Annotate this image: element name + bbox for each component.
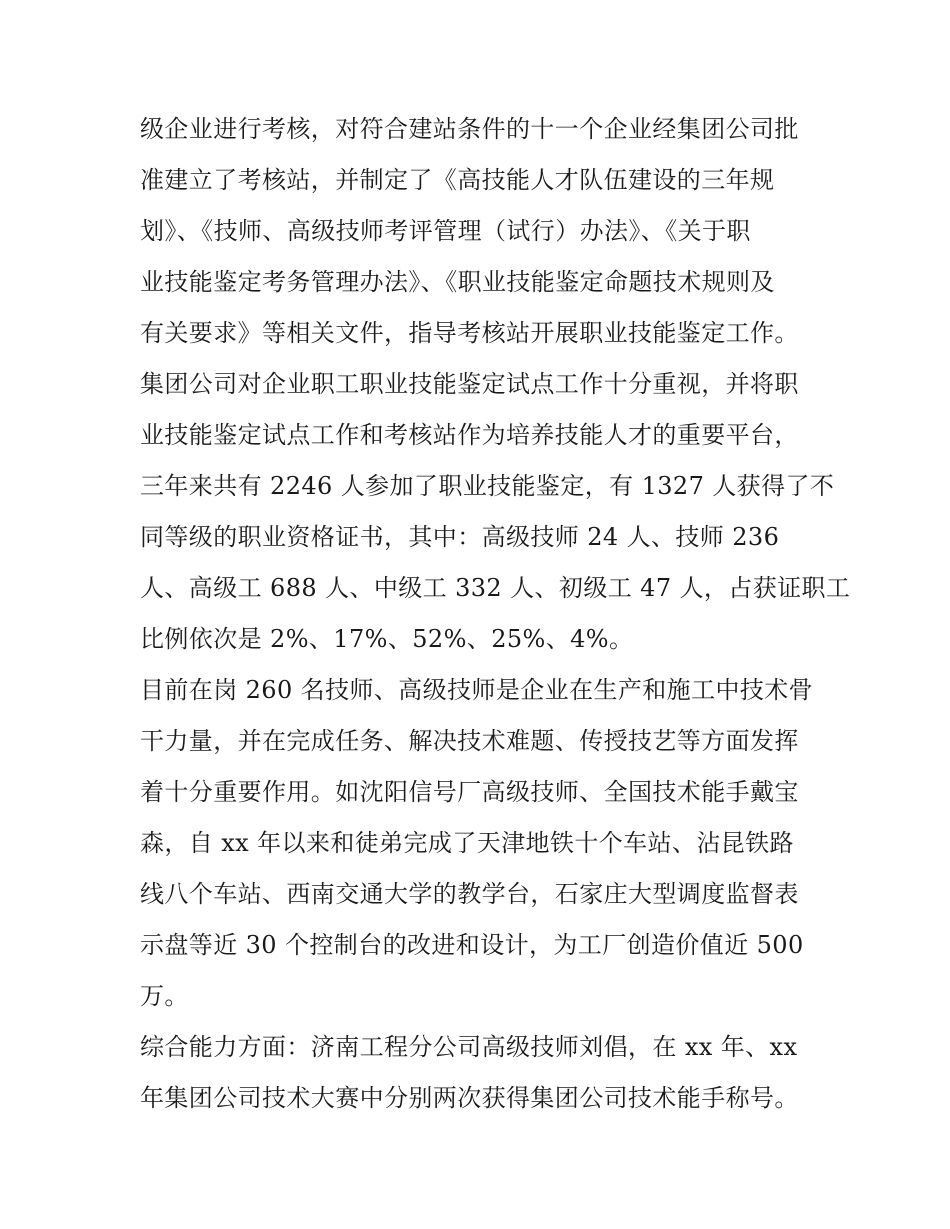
text-line: 同等级的职业资格证书，其中：高级技师 24 人、技师 236 (140, 523, 780, 551)
text-line: 业技能鉴定考务管理办法》、《职业技能鉴定命题技术规则及 (140, 268, 775, 296)
text-line: 划》、《技师、高级技师考评管理（试行）办法》、《关于职 (140, 217, 751, 245)
text-line: 人、高级工 688 人、中级工 332 人、初级工 47 人，占获证职工 (140, 574, 851, 602)
text-line: 干力量，并在完成任务、解决技术难题、传授技艺等方面发挥 (140, 727, 799, 755)
text-line: 年集团公司技术大赛中分别两次获得集团公司技术能手称号。 (140, 1084, 799, 1112)
text-line: 集团公司对企业职工职业技能鉴定试点工作十分重视，并将职 (140, 370, 799, 398)
text-line: 综合能力方面：济南工程分公司高级技师刘倡，在 xx 年、xx (140, 1033, 798, 1061)
text-line: 线八个车站、西南交通大学的教学台，石家庄大型调度监督表 (140, 880, 799, 908)
text-line: 森，自 xx 年以来和徒弟完成了天津地铁十个车站、沾昆铁路 (140, 829, 794, 857)
text-line: 比例依次是 2%、17%、52%、25%、4%。 (140, 625, 634, 653)
text-line: 示盘等近 30 个控制台的改进和设计，为工厂创造价值近 500 (140, 931, 804, 959)
text-line: 目前在岗 260 名技师、高级技师是企业在生产和施工中技术骨 (140, 676, 814, 704)
text-line: 准建立了考核站，并制定了《高技能人才队伍建设的三年规 (140, 166, 775, 194)
text-line: 有关要求》等相关文件，指导考核站开展职业技能鉴定工作。 (140, 319, 799, 347)
text-line: 业技能鉴定试点工作和考核站作为培养技能人才的重要平台， (140, 421, 799, 449)
text-line: 着十分重要作用。如沈阳信号厂高级技师、全国技术能手戴宝 (140, 778, 799, 806)
document-body (140, 104, 851, 1124)
text-line: 万。 (140, 982, 189, 1010)
text-line: 级企业进行考核，对符合建站条件的十一个企业经集团公司批 (140, 115, 799, 143)
text-line: 三年来共有 2246 人参加了职业技能鉴定，有 1327 人获得了不 (140, 472, 835, 500)
